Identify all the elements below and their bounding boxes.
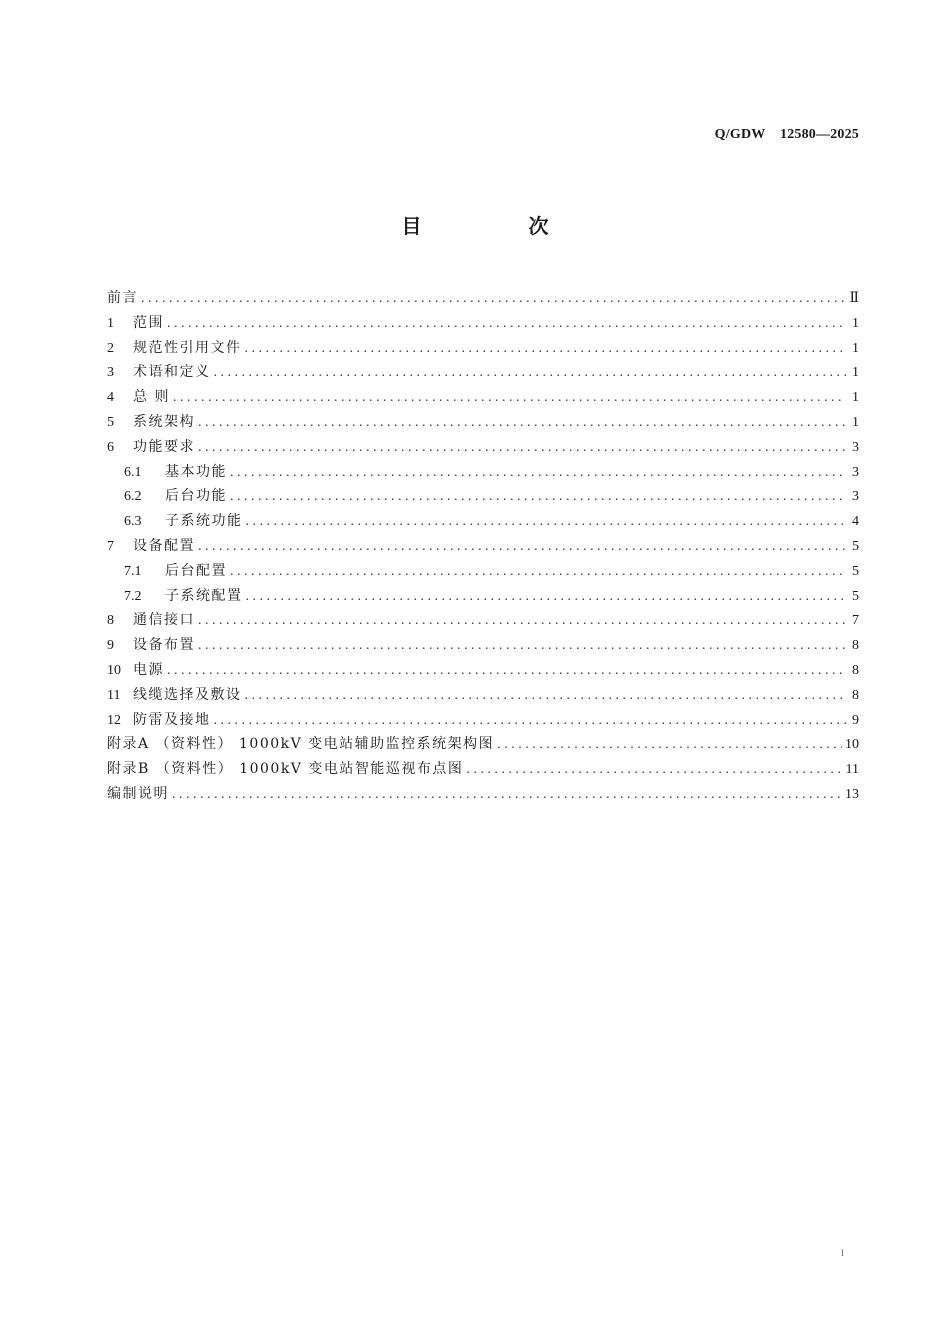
- toc-entry[interactable]: [107, 360, 859, 385]
- toc-entry[interactable]: [107, 633, 859, 658]
- toc-dot-leader: [466, 758, 842, 783]
- toc-entry[interactable]: [107, 658, 859, 683]
- toc-entry-page: 3: [852, 489, 859, 505]
- toc-entry-page: 8: [852, 687, 859, 703]
- toc-entry-page: 1: [852, 365, 859, 381]
- toc-entry[interactable]: [107, 683, 859, 708]
- toc-entry-label: 前言: [107, 290, 138, 306]
- toc-dot-leader: [141, 287, 846, 312]
- toc-entry[interactable]: [107, 782, 859, 807]
- toc-entry-page: 5: [852, 588, 859, 604]
- toc-dot-leader: [246, 585, 847, 610]
- toc-entry-label: 规范性引用文件: [133, 339, 242, 356]
- toc-entry[interactable]: [107, 410, 859, 435]
- toc-entry-number: 7: [107, 538, 114, 554]
- toc-entry-number: 6.2: [124, 489, 142, 505]
- toc-entry[interactable]: [107, 460, 859, 485]
- toc-entry-label: 子系统配置: [165, 587, 243, 604]
- toc-entry-label: 后台功能: [165, 488, 227, 505]
- toc-entry-page: 4: [852, 514, 859, 530]
- toc-entry-label: 附录B （资料性） 1000kV 变电站智能巡视布点图: [107, 761, 464, 778]
- toc-entry-number: 7.1: [124, 563, 142, 579]
- toc-entry[interactable]: [107, 732, 859, 757]
- toc-entry-label: 线缆选择及敷设: [133, 686, 242, 703]
- toc-entry-number: 6.1: [124, 464, 142, 480]
- toc-dot-leader: [246, 510, 847, 535]
- toc-entry[interactable]: [107, 584, 859, 609]
- toc-dot-leader: [245, 684, 847, 709]
- toc-entry-label: 术语和定义: [133, 364, 211, 381]
- toc-dot-leader: [230, 485, 846, 510]
- toc-entry-page: 1: [852, 390, 859, 406]
- toc-entry-number: 6.3: [124, 514, 142, 530]
- toc-entry[interactable]: [107, 509, 859, 534]
- toc-entry-page: 9: [852, 712, 859, 728]
- toc-entry[interactable]: [107, 484, 859, 509]
- toc-entry[interactable]: [107, 534, 859, 559]
- toc-entry-label: 系统架构: [133, 413, 195, 430]
- toc-entry-page: 7: [852, 613, 859, 629]
- toc-entry-number: 10: [107, 662, 121, 678]
- toc-dot-leader: [167, 659, 846, 684]
- toc-entry-number: 7.2: [124, 588, 142, 604]
- toc-entry-label: 防雷及接地: [133, 711, 211, 728]
- toc-entry-page: 1: [852, 414, 859, 430]
- toc-dot-leader: [497, 733, 842, 758]
- toc-entry-label: 范围: [133, 314, 164, 331]
- toc-dot-leader: [214, 361, 847, 386]
- toc-entry[interactable]: [107, 286, 859, 311]
- toc-entry-label: 通信接口: [133, 612, 195, 629]
- toc-entry-page: Ⅱ: [849, 291, 859, 306]
- toc-entry-page: 8: [852, 638, 859, 654]
- toc-entry-label: 附录A （资料性） 1000kV 变电站辅助监控系统架构图: [107, 736, 495, 753]
- toc-entry-label: 后台配置: [165, 562, 227, 579]
- toc-entry-label: 总 则: [133, 389, 170, 406]
- toc-entry[interactable]: [107, 435, 859, 460]
- toc-entry-label: 电源: [133, 661, 164, 678]
- toc-dot-leader: [198, 411, 846, 436]
- toc-entry-label: 基本功能: [165, 463, 227, 480]
- toc-entry-page: 5: [852, 563, 859, 579]
- toc-entry-label: 编制说明: [107, 785, 169, 802]
- toc-dot-leader: [230, 560, 846, 585]
- toc-entry-number: 9: [107, 638, 114, 654]
- toc-entry-number: 12: [107, 712, 121, 728]
- toc-entry-page: 3: [852, 439, 859, 455]
- document-code: Q/GDW 12580—2025: [714, 127, 859, 142]
- toc-entry-label: 设备配置: [133, 537, 195, 554]
- toc-dot-leader: [214, 709, 847, 734]
- toc-dot-leader: [198, 609, 846, 634]
- toc-entry-page: 11: [845, 762, 859, 778]
- toc-entry[interactable]: [107, 757, 859, 782]
- toc-dot-leader: [167, 312, 846, 337]
- toc-entry-page: 13: [845, 786, 859, 802]
- page-number: I: [841, 1248, 844, 1258]
- toc-entry-number: 8: [107, 613, 114, 629]
- toc-entry-number: 2: [107, 340, 114, 356]
- toc-entry[interactable]: [107, 708, 859, 733]
- toc-dot-leader: [198, 634, 846, 659]
- toc-dot-leader: [173, 386, 846, 411]
- toc-entry[interactable]: [107, 608, 859, 633]
- page-title: 目 次: [401, 214, 599, 238]
- toc-dot-leader: [198, 436, 846, 461]
- toc-dot-leader: [172, 783, 842, 808]
- toc-entry-number: 1: [107, 315, 114, 331]
- toc-entry-number: 5: [107, 414, 114, 430]
- toc-entry-number: 4: [107, 390, 114, 406]
- toc-entry-number: 11: [107, 687, 121, 703]
- toc-entry-page: 10: [845, 737, 859, 753]
- toc-entry[interactable]: [107, 559, 859, 584]
- toc-entry[interactable]: [107, 385, 859, 410]
- toc-entry-label: 子系统功能: [165, 513, 243, 530]
- toc-entry-page: 8: [852, 662, 859, 678]
- toc-entry-page: 1: [852, 340, 859, 356]
- toc-dot-leader: [230, 461, 846, 486]
- toc-entry-number: 6: [107, 439, 114, 455]
- table-of-contents: [107, 286, 859, 807]
- toc-entry-label: 功能要求: [133, 438, 195, 455]
- toc-entry-page: 3: [852, 464, 859, 480]
- toc-entry[interactable]: [107, 336, 859, 361]
- toc-entry-number: 3: [107, 365, 114, 381]
- toc-entry[interactable]: [107, 311, 859, 336]
- toc-entry-page: 1: [852, 315, 859, 331]
- toc-entry-page: 5: [852, 538, 859, 554]
- toc-dot-leader: [245, 337, 847, 362]
- toc-entry-label: 设备布置: [133, 637, 195, 654]
- toc-dot-leader: [198, 535, 846, 560]
